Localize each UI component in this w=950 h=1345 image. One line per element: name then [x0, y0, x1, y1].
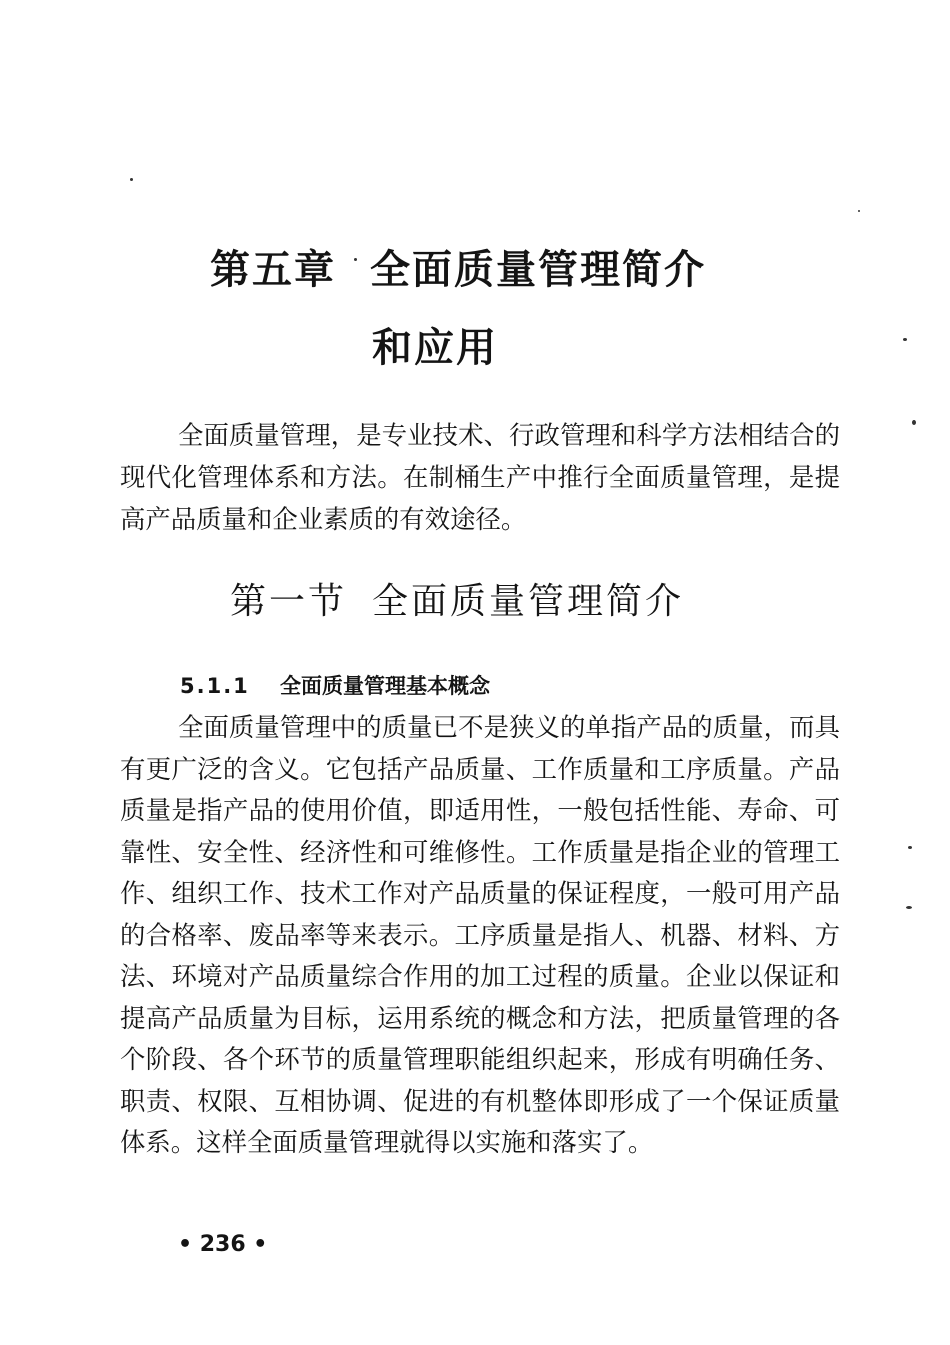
scan-speck	[908, 846, 912, 849]
subsection-number: 5.1.1	[180, 674, 250, 698]
chapter-title	[210, 246, 710, 293]
chapter-title-line2: 和应用	[372, 324, 498, 371]
scan-speck	[912, 420, 916, 425]
intro-paragraph: 全面质量管理，是专业技术、行政管理和科学方法相结合的现代化管理体系和方法。在制桶生产中推行全面质量管理，是提高产品质量和企业素质的有效途径。	[120, 420, 840, 534]
body-paragraph: 全面质量管理中的质量已不是狭义的单指产品的质量，而具有更广泛的含义。它包括产品质量、工作质量和工序质量。产品质量是指产品的使用价值，即适用性，一般包括性能、寿命、可靠性、安全性、经济性和可维修性。工作质量是指企业的管理工作、组织工作、技术工作对产品质量的保证程度，一般可用产品的合格率、废品率等来表示。工序质量是指人、机器、材料、方法、环境对产品质量综合作用的加工过程的质量。企业以保证和提高产品质量为目标，运用系统的概念和方法，把质量管理的各个阶段、各个环节的质量管理职能组织起来，形成有明确任务、职责、权限、互相协调、促进的有机整体即形成了一个保证质量体系。这样全面质量管理就得以实施和落实了。	[120, 712, 840, 1157]
scan-speck	[906, 906, 912, 909]
section-title	[230, 581, 685, 622]
subsection-title-text: 全面质量管理基本概念	[280, 674, 490, 698]
scan-speck	[903, 338, 907, 341]
page-number: • 236 •	[178, 1232, 268, 1257]
chapter-title-line1: 全面质量管理简介	[370, 246, 706, 293]
scan-speck	[858, 210, 860, 212]
scan-speck	[354, 258, 357, 261]
section-number: 第一节	[230, 581, 348, 622]
subsection-title	[180, 676, 490, 697]
section-title-text: 全面质量管理简介	[372, 581, 685, 622]
chapter-number: 第五章	[210, 246, 336, 293]
scan-speck	[130, 178, 133, 181]
